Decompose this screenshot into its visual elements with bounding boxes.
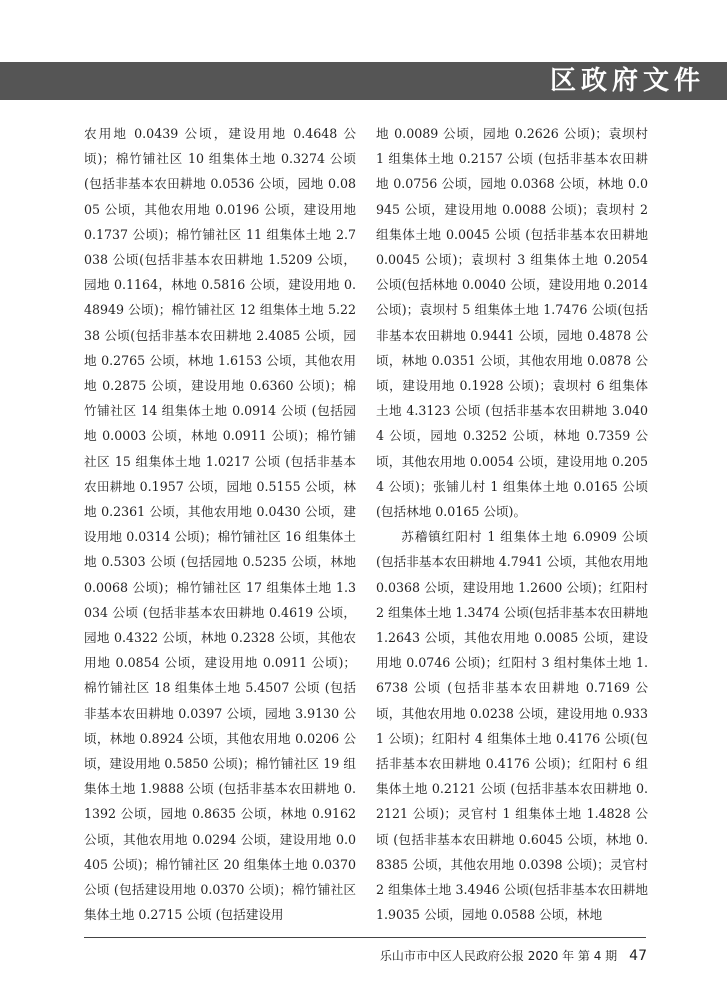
page-footer: [380, 946, 647, 966]
publication-title: 乐山市市中区人民政府公报 2020 年 第 4 期: [379, 949, 618, 963]
page-number: 47: [629, 948, 647, 964]
body-paragraph: 地 0.0089 公顷，园地 0.2626 公顷)；袁坝村 1 组集体土地 0.2157 公顷 (包括非基本农田耕地 0.0756 公顷，园地 0.0368 公顷，林地 0.0945 公顷，建设用地 0.0088 公顷)；袁坝村 2 组集体土地 0.0045 公顷 (包括非基本农田耕地 0.0045 公顷)；袁坝村 3 组集体土地 0.2054 公顷(包括林地 0.0040 公顷，建设用地 0.2014 公顷)；袁坝村 5 组集体土地 1.7476 公顷(包括非基本农田耕地 0.9441 公顷，园地 0.4878 公顷，林地 0.0351 公顷，其他农用地 0.0878 公顷，建设用地 0.1928 公顷)；袁坝村 6 组集体土地 4.3123 公顷 (包括非基本农田耕地 3.0404 公顷，园地 0.3252 公顷，林地 0.7359 公顷，其他农用地 0.0054 公顷，建设用地 0.2054 公顷)；张铺儿村 1 组集体土地 0.0165 公顷(包括林地 0.0165 公顷)。: [376, 126, 648, 520]
body-paragraph: 农用地 0.0439 公顷，建设用地 0.4648 公顷)；棉竹铺社区 10 组集体土地 0.3274 公顷(包括非基本农田耕地 0.0536 公顷，园地 0.0805 公顷，其他农用地 0.0196 公顷，建设用地 0.1737 公顷)；棉竹铺社区 11 组集体土地 2.7038 公顷(包括非基本农田耕地 1.5209 公顷，园地 0.1164，林地 0.5816 公顷，建设用地 0.48949 公顷)；棉竹铺社区 12 组集体土地 5.2238 公顷(包括非基本农田耕地 2.4085 公顷，园地 0.2765 公顷，林地 1.6153 公顷，其他农用地 0.2875 公顷，建设用地 0.6360 公顷)；棉竹铺社区 14 组集体土地 0.0914 公顷 (包括园地 0.0003 公顷，林地 0.0911 公顷)；棉竹铺社区 15 组集体土地 1.0217 公顷 (包括非基本农田耕地 0.1957 公顷，园地 0.5155 公顷，林地 0.2361 公顷，其他农用地 0.0430 公顷，建设用地 0.0314 公顷)；棉竹铺社区 16 组集体土地 0.5303 公顷 (包括园地 0.5235 公顷，林地 0.0068 公顷)；棉竹铺社区 17 组集体土地 1.3034 公顷 (包括非基本农田耕地 0.4619 公顷，园地 0.4322 公顷，林地 0.2328 公顷，其他农用地 0.0854 公顷，建设用地 0.0911 公顷)；棉竹铺社区 18 组集体土地 5.4507 公顷 (包括非基本农田耕地 0.0397 公顷，园地 3.9130 公顷，林地 0.8924 公顷，其他农用地 0.0206 公顷，建设用地 0.5850 公顷)；棉竹铺社区 19 组集体土地 1.9888 公顷 (包括非基本农田耕地 0.1392 公顷，园地 0.8635 公顷，林地 0.9162 公顷，其他农用地 0.0294 公顷，建设用地 0.0405 公顷)；棉竹铺社区 20 组集体土地 0.0370 公顷 (包括建设用地 0.0370 公顷)；棉竹铺社区集体土地 0.2715 公顷 (包括建设用: [84, 126, 356, 923]
right-column: [376, 121, 648, 928]
section-title: 区政府文件: [549, 66, 705, 96]
left-column: [84, 121, 356, 928]
body-paragraph: 苏稽镇红阳村 1 组集体土地 6.0909 公顷(包括非基本农田耕地 4.7941 公顷，其他农用地 0.0368 公顷，建设用地 1.2600 公顷)；红阳村 2 组集体土地 1.3474 公顷(包括非基本农田耕地 1.2643 公顷，其他农用地 0.0085 公顷，建设用地 0.0746 公顷)；红阳村 3 组村集体土地 1.6738 公顷 (包括非基本农田耕地 0.7169 公顷，其他农用地 0.0238 公顷，建设用地 0.9331 公顷)；红阳村 4 组集体土地 0.4176 公顷(包括非基本农田耕地 0.4176 公顷)；红阳村 6 组集体土地 0.2121 公顷 (包括非基本农田耕地 0.2121 公顷)；灵官村 1 组集体土地 1.4828 公顷 (包括非基本农田耕地 0.6045 公顷，林地 0.8385 公顷，其他农用地 0.0398 公顷)；灵官村 2 组集体土地 3.4946 公顷(包括非基本农田耕地 1.9035 公顷，园地 0.0588 公顷，林地: [376, 529, 648, 923]
footer-divider: [84, 937, 646, 938]
